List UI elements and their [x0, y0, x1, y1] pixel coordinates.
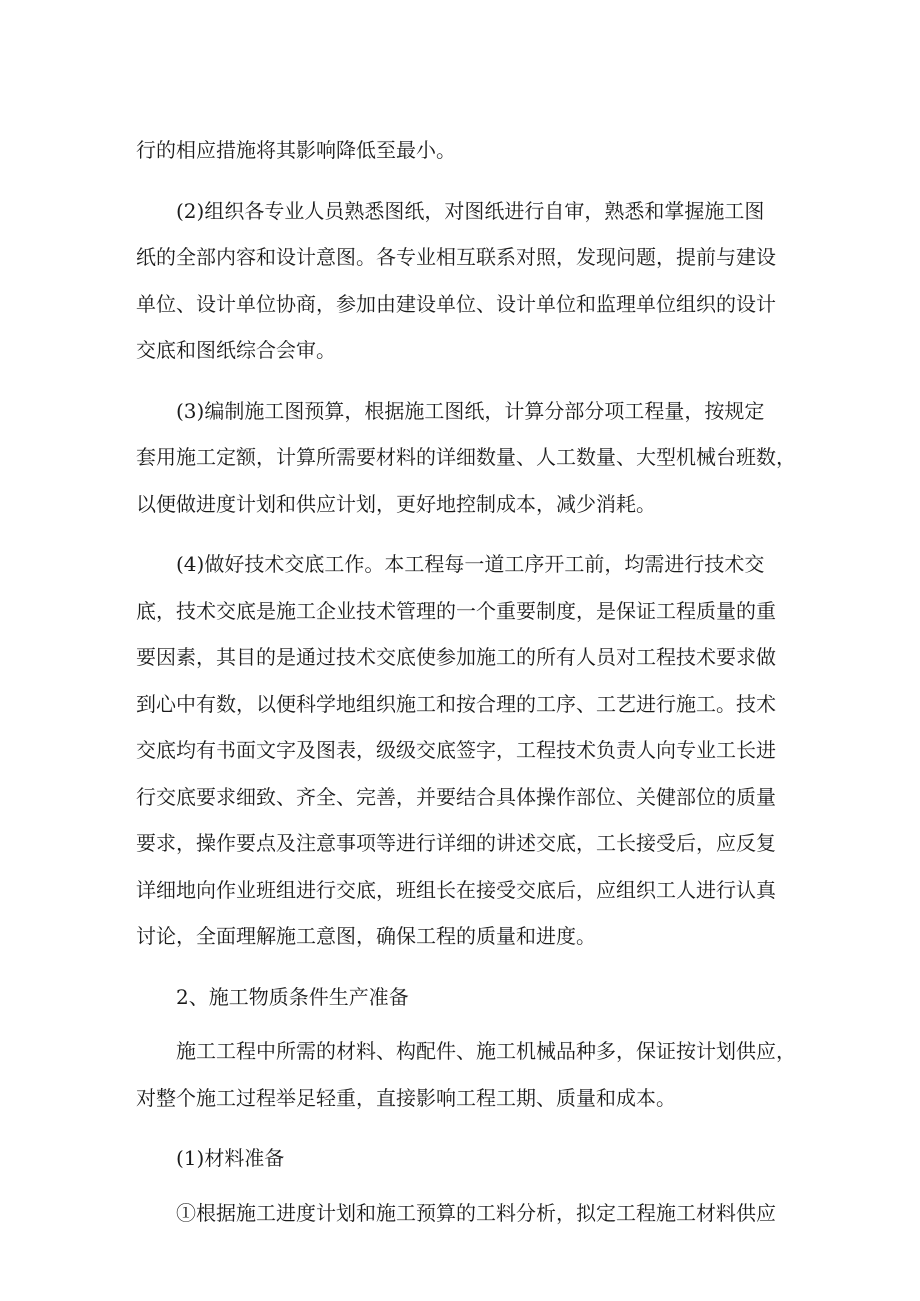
text-line: 要因素，其目的是通过技术交底使参加施工的所有人员对工程技术要求做 — [136, 645, 776, 669]
section-heading: 2、施工物质条件生产准备 — [176, 984, 409, 1009]
document-body — [136, 127, 796, 1236]
text-line: 详细地向作业班组进行交底，班组长在接受交底后，应组织工人进行认真 — [136, 877, 776, 902]
text-line: 交底均有书面文字及图表，级级交底签字，工程技术负责人向专业工长进 — [136, 738, 776, 762]
subsection-heading: (1)材料准备 — [176, 1146, 285, 1170]
text-line: 套用施工定额，计算所需要材料的详细数量、人工数量、大型机械台班数， — [136, 445, 796, 469]
text-line: 以便做进度计划和供应计划，更好地控制成本，减少消耗。 — [136, 491, 656, 516]
text-line: (4)做好技术交底工作。本工程每一道工序开工前，均需进行技术交 — [176, 552, 765, 576]
text-line: 行的相应措施将其影响降低至最小。 — [136, 138, 456, 162]
text-line: 底，技术交底是施工企业技术管理的一个重要制度，是保证工程质量的重 — [136, 598, 776, 623]
text-line: ①根据施工进度计划和施工预算的工料分析，拟定工程施工材料供应 — [176, 1200, 776, 1225]
text-line: 到心中有数，以便科学地组织施工和按合理的工序、工艺进行施工。技术 — [136, 691, 776, 716]
text-line: 对整个施工过程举足轻重，直接影响工程工期、质量和成本。 — [136, 1085, 676, 1110]
text-line: (2)组织各专业人员熟悉图纸，对图纸进行自审，熟悉和掌握施工图 — [176, 198, 765, 223]
text-line: 纸的全部内容和设计意图。各专业相互联系对照，发现问题，提前与建设 — [136, 245, 776, 269]
text-line: 要求，操作要点及注意事项等进行详细的讲述交底，工长接受后，应反复 — [136, 831, 776, 855]
text-line: 施工工程中所需的材料、构配件、施工机械品种多，保证按计划供应， — [176, 1039, 796, 1063]
text-line: 单位、设计单位协商，参加由建设单位、设计单位和监理单位组织的设计 — [136, 291, 776, 316]
text-line: 交底和图纸综合会审。 — [136, 338, 336, 362]
text-line: 行交底要求细致、齐全、完善，并要结合具体操作部位、关健部位的质量 — [136, 784, 776, 809]
text-line: (3)编制施工图预算，根据施工图纸，计算分部分项工程量，按规定 — [176, 398, 765, 423]
text-line: 讨论，全面理解施工意图，确保工程的质量和进度。 — [136, 924, 596, 948]
